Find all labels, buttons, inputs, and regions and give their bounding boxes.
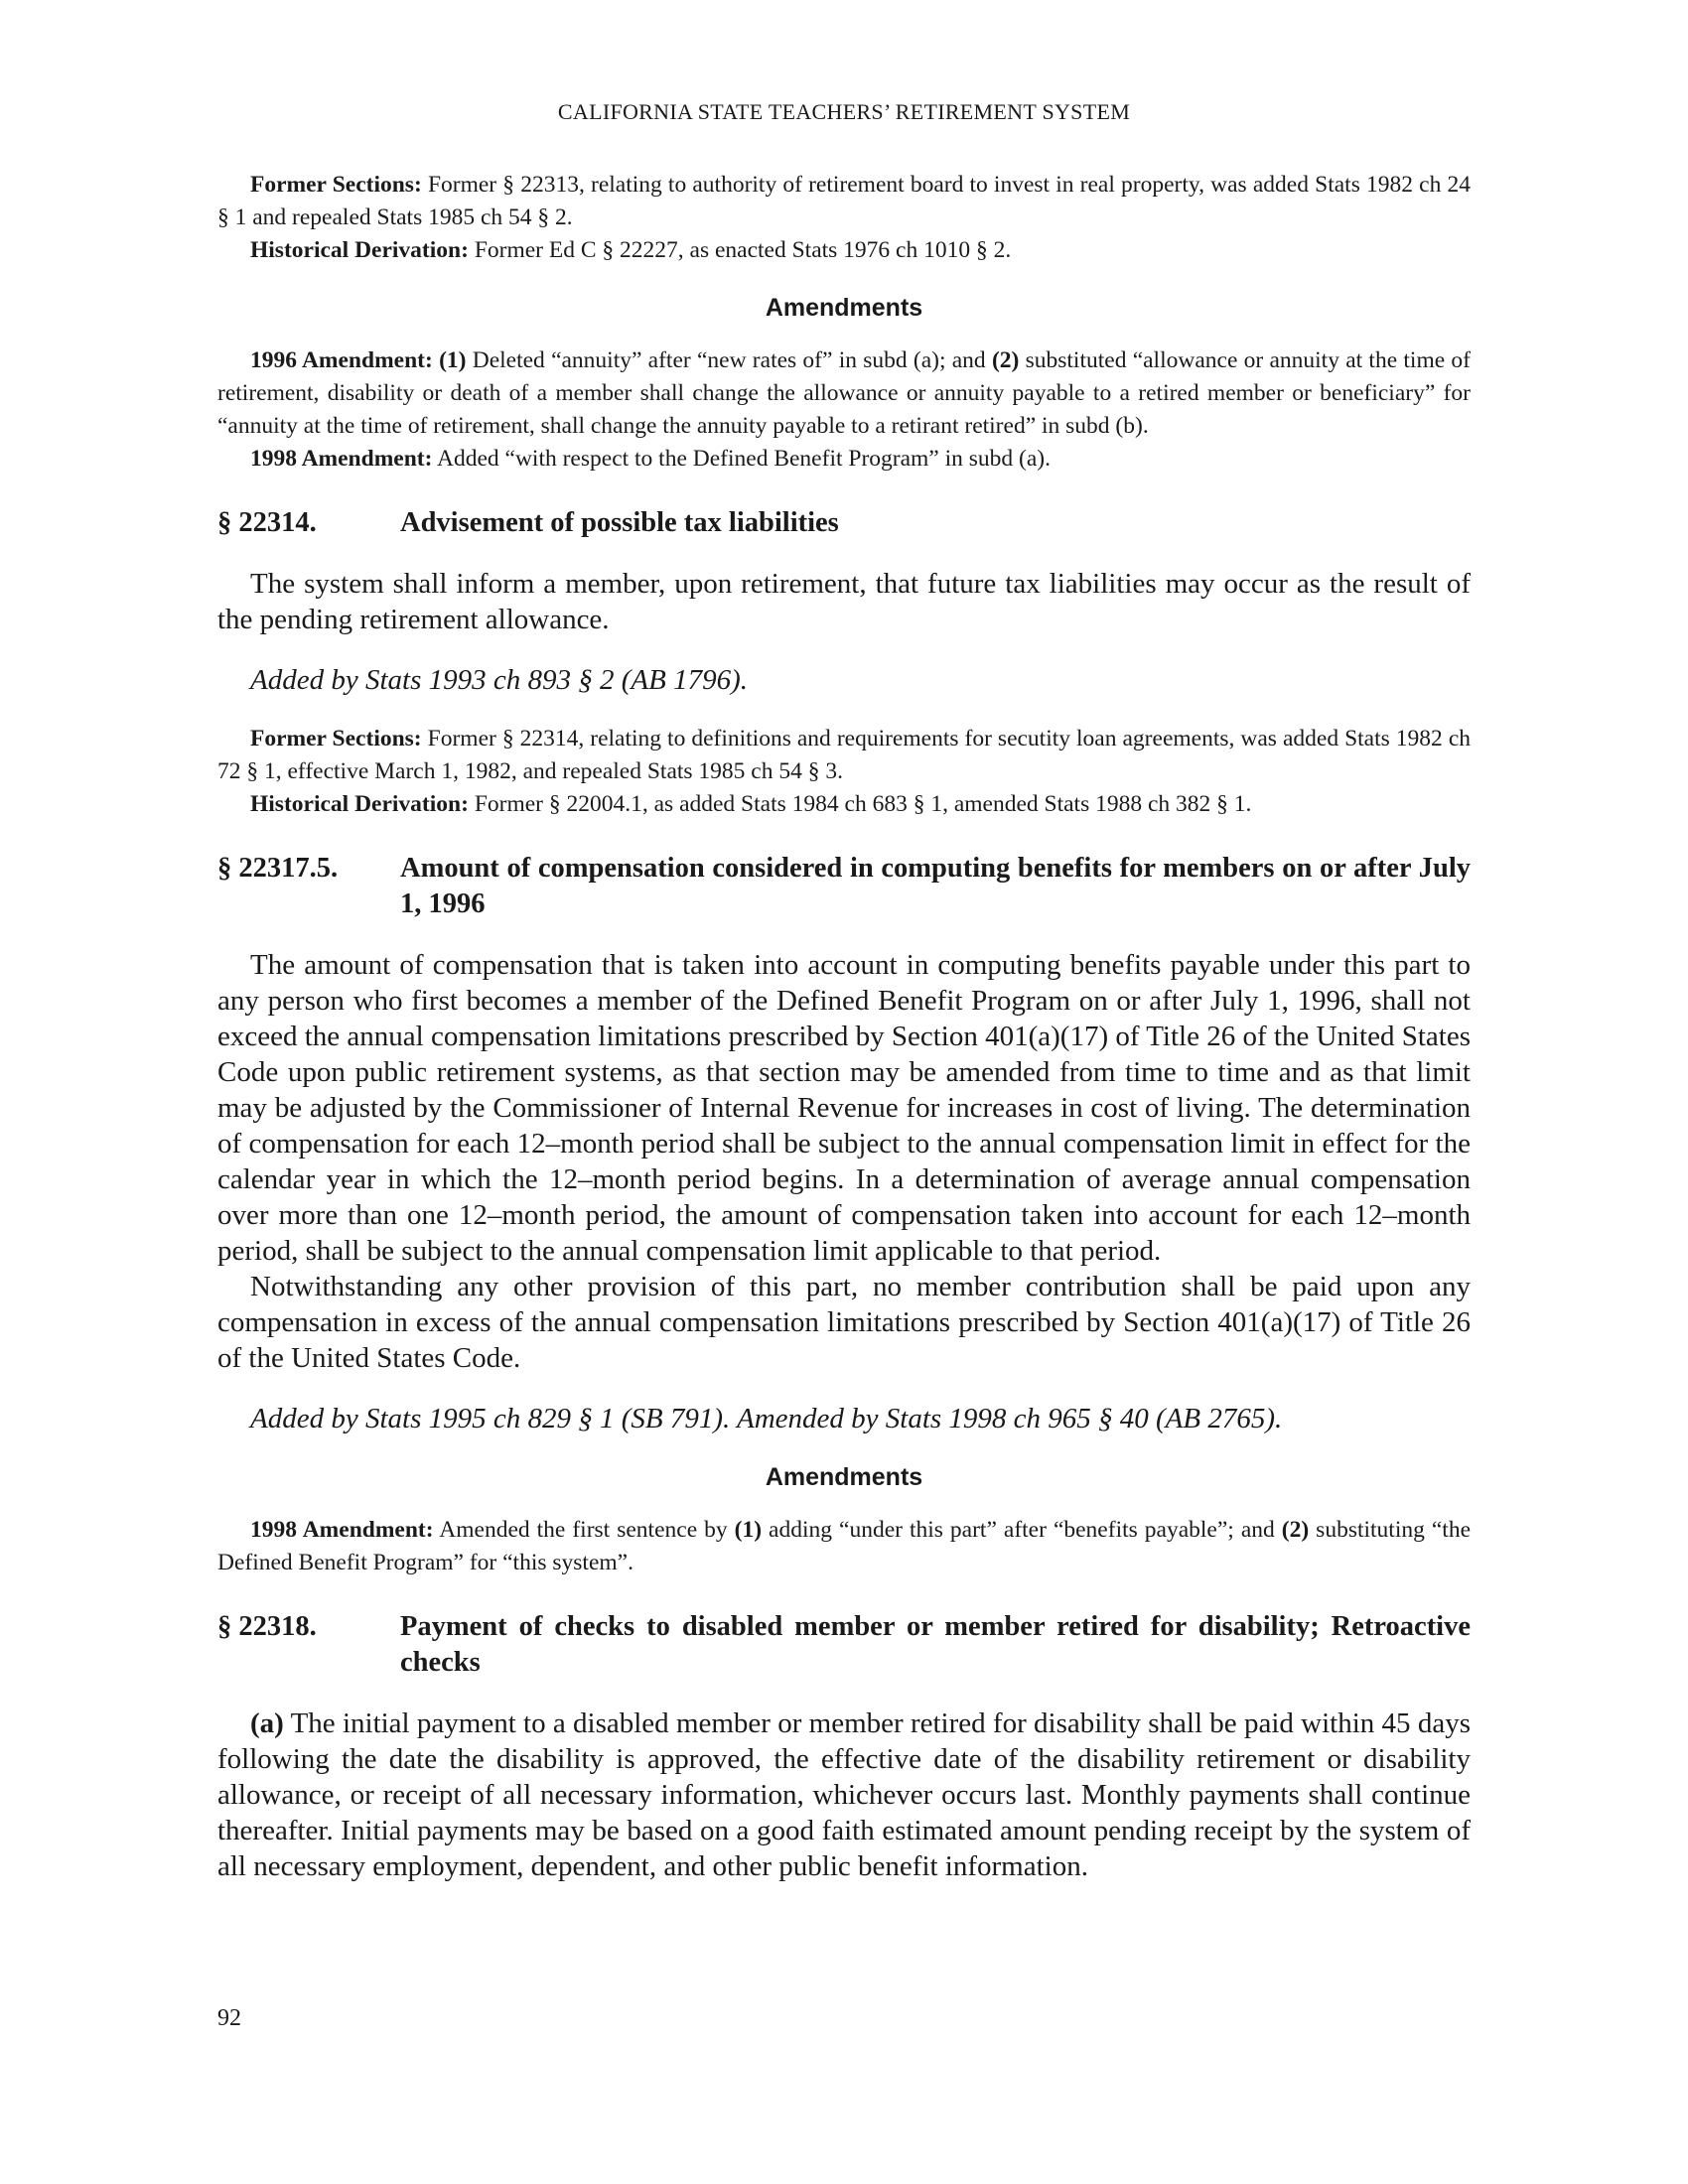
- amendment-1998: 1998 Amendment: Added “with respect to the Defined Benefit Program” in subd (a).: [250, 446, 1051, 472]
- historical-derivation-note: Historical Derivation: Former § 22004.1, as added Stats 1984 ch 683 § 1, amended Stats 1988 ch 382 § 1.: [250, 791, 1252, 817]
- amendment-1998: 1998 Amendment: Amended the first sentence by (1) adding “under this part” after “benefits payable”; and (2) substituting “the Defined Benefit Program” for “this system”.: [217, 1517, 1472, 1575]
- historical-derivation-note: Historical Derivation: Former Ed C § 22227, as enacted Stats 1976 ch 1010 § 2.: [250, 237, 1012, 263]
- section-heading-22318: [217, 1609, 1471, 1681]
- historical-derivation-label: Historical Derivation:: [250, 237, 469, 263]
- section-history: Added by Stats 1995 ch 829 § 1 (SB 791). Amended by Stats 1998 ch 965 § 40 (AB 2765).: [250, 1403, 1283, 1434]
- section-history: Added by Stats 1993 ch 893 § 2 (AB 1796).: [250, 664, 748, 696]
- section-heading-22317-5: [217, 851, 1471, 922]
- section-number: § 22317.5.: [217, 853, 339, 884]
- amendments-heading: Amendments: [765, 1463, 923, 1491]
- section-heading-22314: [217, 505, 1471, 541]
- page-number: 92: [217, 2005, 241, 2031]
- section-body: The system shall inform a member, upon retirement, that future tax liabilities may occur as the result of the pending retirement allowance.: [217, 568, 1471, 635]
- former-sections-note: Former Sections: Former § 22314, relating to definitions and requirements for secutity loan agreements, was added Stats 1982 ch 72 § 1, effective March 1, 1982, and repealed Stats 1985 ch 54 § 3.: [217, 726, 1471, 784]
- amendments-heading: Amendments: [765, 294, 923, 322]
- former-sections-label: Former Sections:: [250, 172, 422, 198]
- running-header: CALIFORNIA STATE TEACHERS’ RETIREMENT SYSTEM: [557, 99, 1131, 124]
- section-paragraph: Notwithstanding any other provision of this part, no member contribution shall be paid upon any compensation in excess of the annual compensation limitations prescribed by Section 401(a)(17) of Title 26 of the United States Code.: [217, 1271, 1471, 1374]
- section-paragraph: The amount of compensation that is taken into account in computing benefits payable under this part to any person who first becomes a member of the Defined Benefit Program on or after July 1, 1996, shall not exceed the annual compensation limitations prescribed by Section 401(a)(17) of Title 26 of the United States Code upon public retirement systems, as that section may be amended from time to time and as that limit may be adjusted by the Commissioner of Internal Revenue for increases in cost of living. The determination of compensation for each 12–month period shall be subject to the annual compensation limit in effect for the calendar year in which the 12–month period begins. In a determination of average annual compensation over more than one 12–month period, the amount of compensation taken into account for each 12–month period, shall be subject to the annual compensation limit applicable to that period.: [217, 949, 1472, 1267]
- former-sections-note: Former Sections: Former § 22313, relating to authority of retirement board to invest in real property, was added Stats 1982 ch 24 § 1 and repealed Stats 1985 ch 54 § 2.: [217, 172, 1471, 230]
- section-title: Advisement of possible tax liabilities: [400, 507, 839, 538]
- section-number: § 22318.: [217, 1611, 317, 1642]
- section-title: Amount of compensation considered in computing benefits for members on or after July 1, 1996: [400, 853, 1471, 919]
- section-title: Payment of checks to disabled member or member retired for disability; Retroactive checks: [400, 1611, 1471, 1678]
- amendment-1996: 1996 Amendment: (1) Deleted “annuity” after “new rates of” in subd (a); and (2) substituted “allowance or annuity at the time of retirement, disability or death of a member shall change the allowance or annuity payable to a retired member or beneficiary” for “annuity at the time of retirement, shall change the annuity payable to a retirant retired” in subd (b).: [217, 347, 1471, 439]
- subdivision-a: (a) The initial payment to a disabled member or member retired for disability shall be paid within 45 days following the date the disability is approved, the effective date of the disability retirement or disability allowance, or receipt of all necessary information, whichever occurs last. Monthly payments shall continue thereafter. Initial payments may be based on a good faith estimated amount pending receipt by the system of all necessary employment, dependent, and other public benefit information.: [217, 1707, 1471, 1882]
- section-number: § 22314.: [217, 507, 317, 538]
- page-content: [217, 169, 1471, 1884]
